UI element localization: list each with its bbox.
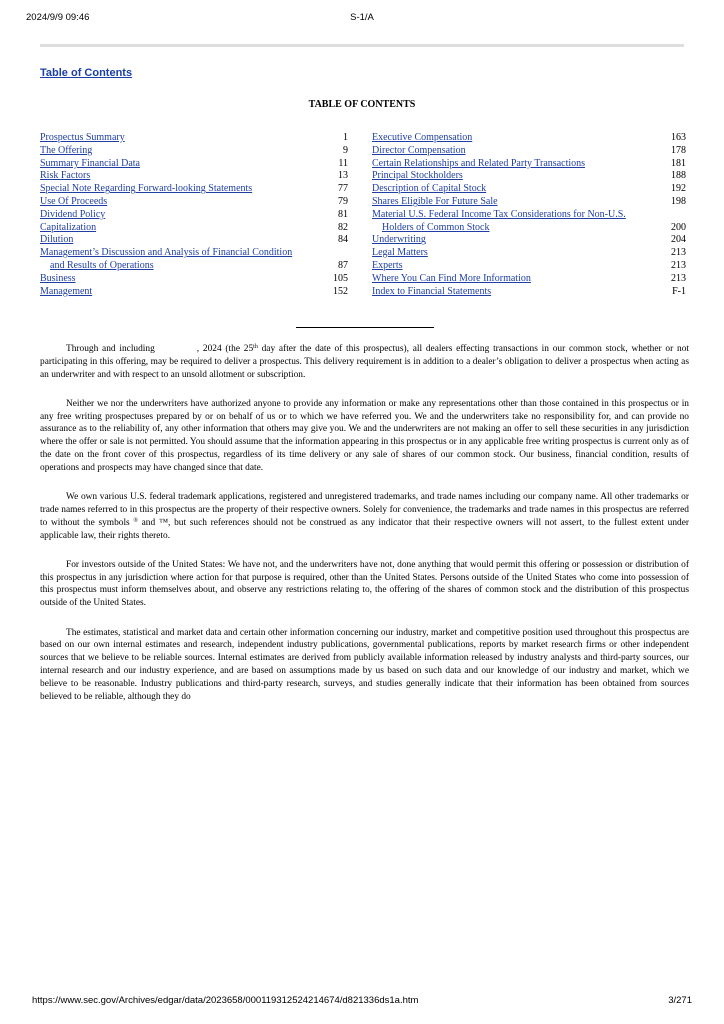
toc-link-financial-statements[interactable]: Index to Financial Statements xyxy=(372,285,492,297)
toc-link-underwriting[interactable]: Underwriting xyxy=(372,234,426,246)
toc-page-number: 81 xyxy=(338,208,348,220)
toc-row xyxy=(372,273,688,286)
toc-page-number: 77 xyxy=(338,183,348,195)
toc-row xyxy=(40,170,350,183)
toc-row xyxy=(372,158,688,171)
toc-row xyxy=(40,286,350,299)
toc-link-experts[interactable]: Experts xyxy=(372,259,403,271)
toc-row xyxy=(372,183,688,196)
toc-row xyxy=(40,183,350,196)
paragraph-dealer-delivery: Through and including , 2024 (the 25th day after the date of this prospectus), all dealers effecting transactions in our common stock, whether or not participating in this offering, may be required to deliver a prospectus. This delivery requirement is in addition to a dealer’s obligation to deliver a prospectus when acting as an underwriter and with respect to an unsold allotment or subscription. xyxy=(40,344,689,380)
toc-link-legal-matters[interactable]: Legal Matters xyxy=(372,247,428,259)
toc-row xyxy=(372,132,688,145)
toc-right-column xyxy=(372,132,688,298)
toc-link-dilution[interactable]: Dilution xyxy=(40,234,74,246)
toc-row xyxy=(40,158,350,171)
toc-link-summary-financial-data[interactable]: Summary Financial Data xyxy=(40,157,140,169)
toc-heading: TABLE OF CONTENTS xyxy=(308,99,416,110)
toc-page-number: 213 xyxy=(671,259,686,271)
toc-link-related-party-transactions[interactable]: Certain Relationships and Related Party Transactions xyxy=(372,157,586,169)
toc-link-director-compensation[interactable]: Director Compensation xyxy=(372,144,466,156)
paragraph-trademarks: We own various U.S. federal trademark applications, registered and unregistered trademarks, and trade names including our company name. All other trademarks or trade names referred to in this prospectus are the property of their respective owners. Solely for convenience, the trademarks and trade names in this prospectus are referred to without the symbols ® and ™, but such references should not be construed as any indicator that their respective owners will not assert, to the fullest extent under applicable law, their rights thereto. xyxy=(40,492,689,541)
toc-row xyxy=(372,170,688,183)
toc-link-tax-considerations-continued[interactable]: Holders of Common Stock xyxy=(382,221,490,233)
toc-page-number: 13 xyxy=(338,170,348,182)
toc-page-number: 198 xyxy=(671,195,686,207)
header-rule xyxy=(40,44,684,47)
toc-page-number: 178 xyxy=(671,144,686,156)
toc-row xyxy=(372,222,688,235)
toc-page-number: 11 xyxy=(338,157,348,169)
paragraph-international-investors: For investors outside of the United States: We have not, and the underwriters have not, done anything that would permit this offering or possession or distribution of this prospectus in any jurisdiction where action for that purpose is required, other than the United States. Persons outside of the United States who come into possession of this prospectus must inform themselves about, and observe any restrictions relating to, the offering of the shares of common stock and the distribution of this prospectus outside of the United States. xyxy=(40,559,689,609)
toc-row xyxy=(372,286,688,299)
toc-page-number: 105 xyxy=(333,272,348,284)
toc-row xyxy=(40,273,350,286)
toc-link-more-information[interactable]: Where You Can Find More Information xyxy=(372,272,531,284)
toc-link-risk-factors[interactable]: Risk Factors xyxy=(40,170,91,182)
toc-link-shares-eligible[interactable]: Shares Eligible For Future Sale xyxy=(372,195,498,207)
toc-page-number: 181 xyxy=(671,157,686,169)
toc-link-use-of-proceeds[interactable]: Use Of Proceeds xyxy=(40,195,108,207)
toc-link-tax-considerations[interactable]: Material U.S. Federal Income Tax Considerations for Non-U.S. xyxy=(372,208,626,220)
paragraph-no-authorization: Neither we nor the underwriters have authorized anyone to provide any information or make any representations other than those contained in this prospectus or in any free writing prospectuses prepared by or on behalf of us or to which we have referred you. We and the underwriters take no responsibility for, and can provide no assurance as to the reliability of, any other information that others may give you. We and the underwriters are not making an offer to sell these securities in any jurisdiction where the offer or sale is not permitted. You should assume that the information appearing in this prospectus or in any applicable free writing prospectus is current only as of the date on the front cover of this prospectus, regardless of its time delivery or any sale of shares of our common stock. Our business, financial condition, results of operations and prospects may have changed since that date. xyxy=(40,398,689,473)
toc-link-executive-compensation[interactable]: Executive Compensation xyxy=(372,132,473,143)
print-datetime: 2024/9/9 09:46 xyxy=(26,12,90,23)
toc-page-number: 1 xyxy=(343,132,348,143)
toc-link-forward-looking-statements[interactable]: Special Note Regarding Forward-looking Statements xyxy=(40,183,253,195)
toc-row xyxy=(372,247,688,260)
toc-page-number: 84 xyxy=(338,234,348,246)
toc-row xyxy=(372,209,688,222)
toc-left-column xyxy=(40,132,350,298)
toc-page-number: 79 xyxy=(338,195,348,207)
toc-row xyxy=(40,234,350,247)
toc-page-number: 192 xyxy=(671,183,686,195)
toc-row xyxy=(40,247,350,260)
prospectus-body xyxy=(40,343,689,720)
toc-link-management[interactable]: Management xyxy=(40,285,93,297)
toc-row xyxy=(40,222,350,235)
toc-page-number: F-1 xyxy=(672,285,686,297)
toc-page-number: 213 xyxy=(671,272,686,284)
toc-link-prospectus-summary[interactable]: Prospectus Summary xyxy=(40,132,125,143)
toc-row xyxy=(40,132,350,145)
toc-row xyxy=(372,234,688,247)
paragraph-market-data: The estimates, statistical and market data and certain other information concerning our industry, market and competitive position used throughout this prospectus are based on our own internal estimates and research, independent industry publications, governmental publications, reports by market research firms or other independent sources that we believe to be reliable sources. Internal estimates are derived from publicly available information released by industry analysts and third-party sources, our internal research and our industry experience, and are based on assumptions made by us based on such data and our knowledge of our industry and market, which we believe to be reasonable. Industry publications and third-party research, surveys, and studies generally indicate that their information has been obtained from sources believed to be reliable, although they do xyxy=(40,627,689,702)
toc-page-number: 200 xyxy=(671,221,686,233)
toc-row xyxy=(40,196,350,209)
print-url: https://www.sec.gov/Archives/edgar/data/2023658/000119312524214674/d821336ds1a.htm xyxy=(32,995,419,1006)
toc-page-number: 152 xyxy=(333,285,348,297)
table-of-contents-link[interactable]: Table of Contents xyxy=(40,67,133,79)
toc-row xyxy=(40,260,350,273)
toc-link-capitalization[interactable]: Capitalization xyxy=(40,221,97,233)
toc-row xyxy=(372,145,688,158)
print-doc-title: S-1/A xyxy=(350,12,374,23)
toc-link-business[interactable]: Business xyxy=(40,272,76,284)
toc-row xyxy=(372,260,688,273)
toc-page-number: 9 xyxy=(343,144,348,156)
toc-page-number: 188 xyxy=(671,170,686,182)
toc-row xyxy=(40,209,350,222)
toc-page-number: 82 xyxy=(338,221,348,233)
toc-page-number: 163 xyxy=(671,132,686,143)
toc-page-number: 87 xyxy=(338,259,348,271)
toc-row xyxy=(40,145,350,158)
print-page-indicator: 3/271 xyxy=(668,995,692,1006)
toc-row xyxy=(372,196,688,209)
toc-link-mdna[interactable]: Management’s Discussion and Analysis of Financial Condition xyxy=(40,247,293,259)
section-separator xyxy=(296,327,434,328)
toc-link-the-offering[interactable]: The Offering xyxy=(40,144,93,156)
toc-link-principal-stockholders[interactable]: Principal Stockholders xyxy=(372,170,463,182)
toc-page-number: 213 xyxy=(671,247,686,259)
toc-link-dividend-policy[interactable]: Dividend Policy xyxy=(40,208,106,220)
toc-link-mdna-continued[interactable]: and Results of Operations xyxy=(50,259,154,271)
toc-page-number: 204 xyxy=(671,234,686,246)
toc-link-capital-stock[interactable]: Description of Capital Stock xyxy=(372,183,487,195)
